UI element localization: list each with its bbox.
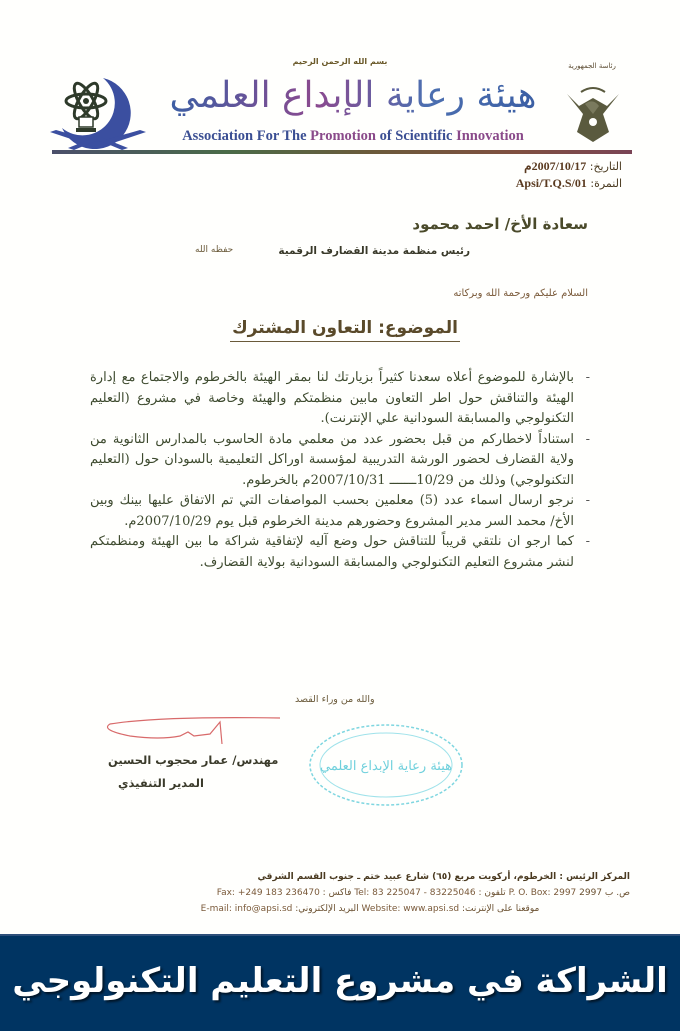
signature-icon bbox=[100, 714, 300, 754]
fax-label: فاكس : bbox=[322, 888, 352, 898]
body-paragraph: - استناداً لاخطاركم من قبل بحضور عدد من معلمي مادة الحاسوب بالمدارس الثانوية من ولاية القضارف لحضور الورشة التدريبية لمؤسسة اوراكل التعليمية بالسودان حول (التعليم التكنولوجي) وذلك من 10/29ـــــــ 2007/10/31م بالخرطوم. bbox=[90, 430, 590, 492]
footer-web-line bbox=[110, 904, 630, 914]
po-box-en: P. O. Box: 2997 bbox=[508, 888, 577, 898]
tel-label: تلفون : bbox=[478, 888, 506, 898]
body-paragraph: - بالإشارة للموضوع أعلاه سعدنا كثيراً بزيارتك لنا بمقر الهيئة بالخرطوم والاجتماع مع إدارة الهيئة والتناقش حول اطر التعاون مابين منظمتكم والهيئة وخاصة في مشروع (التعليم التكنولوجي والمسابقة السودانية علي الإنترنت). bbox=[90, 368, 590, 430]
footer-contact bbox=[110, 872, 630, 914]
org-name-english bbox=[168, 128, 538, 145]
signer-title: المدير التنفيذي bbox=[118, 776, 204, 790]
addressee-role: رئيس منظمة مدينة القضارف الرقمية bbox=[278, 245, 470, 257]
org-name-en-part: Association For The bbox=[182, 128, 311, 144]
closing-phrase: والله من وراء القصد bbox=[295, 694, 375, 705]
caption-banner bbox=[0, 934, 680, 1031]
addressee: سعادة الأخ/ احمد محمود bbox=[412, 215, 588, 233]
org-name-en-part: Promotion bbox=[310, 128, 376, 144]
emblem-caption: رئاسة الجمهورية bbox=[568, 62, 616, 70]
body-paragraph: - كما ارجو ان نلتقي قريباً للتناقش حول وضع آليه لإتفاقية شراكة ما بين الهيئة ومنظمتكم لنشر مشروع التعليم التكنولوجي والمسابقة السودانية بولاية القضارف. bbox=[90, 532, 590, 573]
footer-address: المركز الرئيس : الخرطوم، أركويت مربع (٦٥) شارع عبيد ختم ـ جنوب القسم الشرقي bbox=[257, 872, 630, 882]
date-line bbox=[516, 158, 622, 175]
footer-phone-line bbox=[110, 888, 630, 898]
website-link[interactable]: Website: www.apsi.sd bbox=[361, 904, 460, 914]
banner-title: الشراكة في مشروع التعليم التكنولوجي bbox=[12, 960, 668, 1001]
date-label: التاريخ: bbox=[589, 160, 622, 173]
sudan-eagle-emblem-icon bbox=[563, 84, 623, 144]
atom-crescent-logo-icon bbox=[48, 76, 148, 151]
official-stamp-icon bbox=[306, 722, 466, 808]
tel-value: Tel: 83 225047 - 83225046 bbox=[354, 888, 476, 898]
ref-label: النمرة: bbox=[590, 177, 622, 190]
subject-line: الموضوع: التعاون المشترك bbox=[230, 318, 460, 342]
email-label: البريد الإلكتروني: bbox=[295, 904, 359, 914]
letter-body bbox=[90, 368, 590, 573]
email-link[interactable]: E-mail: info@apsi.sd bbox=[200, 904, 293, 914]
date-value: 2007/10/17م bbox=[524, 159, 587, 173]
org-name-arabic: هيئة رعاية الإبداع العلمي bbox=[169, 75, 537, 116]
salutation: السلام عليكم ورحمة الله وبركاته bbox=[453, 288, 588, 299]
letter-meta bbox=[516, 158, 622, 192]
org-name-en-part: of Scientific bbox=[375, 128, 457, 144]
stamp-text: هيئة رعاية الإبداع العلمي bbox=[320, 759, 452, 774]
letterhead-divider bbox=[52, 150, 632, 154]
bismillah: بسم الله الرحمن الرحيم bbox=[292, 57, 388, 66]
fax-value: Fax: +249 183 236470 bbox=[216, 888, 320, 898]
signer-name: مهندس/ عمار محجوب الحسين bbox=[108, 753, 279, 767]
po-box-ar: ص. ب 2997 bbox=[579, 888, 630, 898]
org-name-en-part: Innovation bbox=[456, 128, 524, 144]
ref-line bbox=[516, 175, 622, 192]
body-paragraph: - نرجو ارسال اسماء عدد (5) معلمين بحسب المواصفات التي تم الاتفاق عليها بينك وبين الأخ/ محمد السر مدير المشروع وحضورهم مدينة الخرطوم قبل يوم 2007/10/29م. bbox=[90, 491, 590, 532]
website-label: موقعنا على الإنترنت: bbox=[461, 904, 540, 914]
honorific: حفظه الله bbox=[195, 245, 234, 255]
ref-value: Apsi/T.Q.S/01 bbox=[515, 176, 587, 190]
